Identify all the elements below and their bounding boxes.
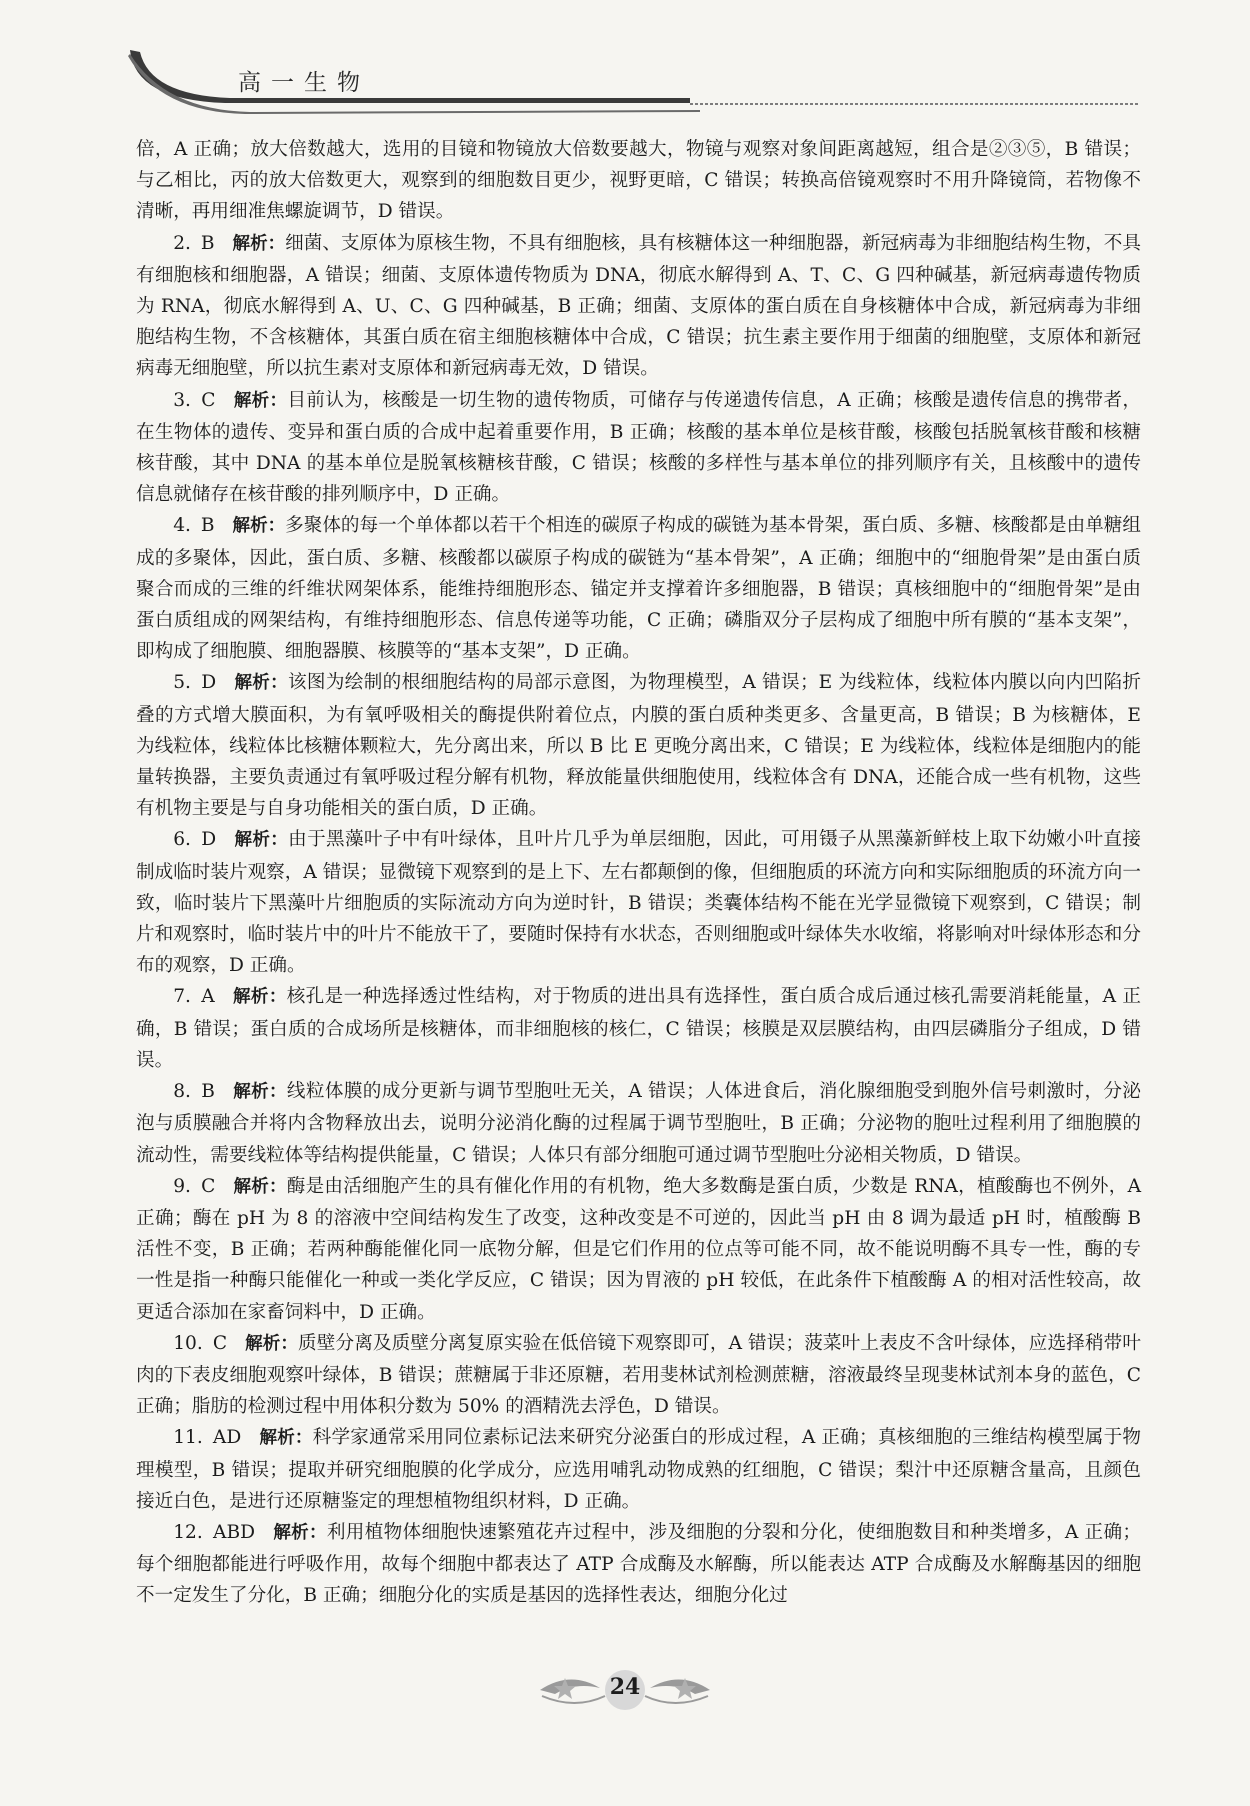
item-explanation: 科学家通常采用同位素标记法来研究分泌蛋白的形成过程，A 正确；真核细胞的三维结构模型属于物理模型，B 错误；提取并研究细胞膜的化学成分，应选用哺乳动物成熟的红细胞，C 错误；梨汁中还原糖含量高，且颜色接近白色，是进行还原糖鉴定的理想植物组织材料，D 正确。 [136,1427,1142,1512]
item-answer: ABD [213,1521,256,1543]
item-number: 2. [173,232,191,254]
analysis-label: 解析： [245,1333,299,1354]
item-number: 7. [173,986,191,1008]
item-answer: C [201,389,216,411]
item-number: 10. [173,1332,203,1354]
page-header [0,0,1250,120]
analysis-label: 解析： [232,1082,287,1103]
item-number: 4. [173,515,191,537]
item-answer: D [201,672,217,694]
item-explanation: 酶是由活细胞产生的具有催化作用的有机物，绝大多数酶是蛋白质，少数是 RNA，植酸酶也不例外，A 正确；酶在 pH 为 8 的溶液中空间结构发生了改变，这种改变是不可逆的，因此当 pH 由 8 调为最适 pH 时，植酸酶 B 活性不变，B 正确；若两种酶能催化同一底物分解，但是它们作用的位点等可能不同，故不能说明酶不具专一性，酶的专一性是指一种酶只能催化一种或一类化学反应，C 错误；因为胃液的 pH 较低，在此条件下植酸酶 A 的相对活性较高，故更适合添加在家畜饲料中，D 正确。 [136,1175,1141,1323]
item-answer: AD [212,1427,242,1449]
item-number: 5. [173,672,191,694]
item-explanation: 质壁分离及质壁分离复原实验在低倍镜下观察即可，A 错误；菠菜叶上表皮不含叶绿体，应选择稍带叶肉的下表皮细胞观察叶绿体，B 错误；蔗糖属于非还原糖，若用斐林试剂检测蔗糖，溶液最终呈现斐林试剂本身的蓝色，C 正确；脂肪的检测过程中用体积分数为 50% 的酒精洗去浮色，D 错误。 [136,1332,1141,1418]
item-answer: C [212,1332,228,1354]
item-explanation: 目前认为，核酸是一切生物的遗传物质，可储存与传递遗传信息，A 正确；核酸是遗传信息的携带者，在生物体的遗传、变异和蛋白质的合成中起着重要作用，B 正确；核酸的基本单位是核苷酸，核酸包括脱氧核苷酸和核糖核苷酸，其中 DNA 的基本单位是脱氧核糖核苷酸，C 错误；核酸的多样性与基本单位的排列顺序有关，且核酸中的遗传信息就储存在核苷酸的排列顺序中，D 正确。 [136,389,1141,506]
continuation-paragraph: 倍，A 正确；放大倍数越大，选用的目镜和物镜放大倍数要越大，物镜与观察对象间距离越短，组合是②③⑤，B 错误；与乙相比，丙的放大倍数更大，观察到的细胞数目更少，视野更暗，C 错误；转换高倍镜观察时不用升降镜筒，若物像不清晰，再用细准焦螺旋调节，D 错误。 [136,139,1141,223]
answer-item [136,1328,1141,1423]
answer-item [136,1422,1141,1517]
analysis-label: 解析： [234,830,289,851]
analysis-label: 解析： [233,1176,287,1197]
item-explanation: 利用植物体细胞快速繁殖花卉过程中，涉及细胞的分裂和分化，使细胞数目和种类增多，A 正确；每个细胞都能进行呼吸作用，故每个细胞中都表达了 ATP 合成酶及水解酶，所以能表达 ATP 合成酶及水解酶基因的细胞不一定发生了分化，B 正确；细胞分化的实质是基因的选择性表达，细胞分化过 [136,1521,1142,1607]
item-answer: D [201,829,217,851]
answer-item [136,510,1141,667]
answer-item [136,824,1141,981]
item-number: 3. [173,389,191,411]
answer-item [136,1517,1141,1612]
answer-content [136,134,1141,1612]
analysis-label: 解析： [234,673,288,694]
header-title: 高一生物 [238,70,370,96]
item-number: 11. [173,1427,203,1449]
item-explanation: 细菌、支原体为原核生物，不具有细胞核，具有核糖体这一种细胞器，新冠病毒为非细胞结构生物，不具有细胞核和细胞器，A 错误；细菌、支原体遗传物质为 DNA，彻底水解得到 A、T、C、G 四种碱基，新冠病毒遗传物质为 RNA，彻底水解得到 A、U、C、G 四种碱基，B 正确；细菌、支原体的蛋白质在自身核糖体中合成，新冠病毒为非细胞结构生物，不含核糖体，其蛋白质在宿主细胞核糖体中合成，C 错误；抗生素主要作用于细菌的细胞壁，支原体和新冠病毒无细胞壁，所以抗生素对支原体和新冠病毒无效，D 错误。 [136,232,1142,380]
analysis-label: 解析： [233,390,288,411]
page-number: 24 [609,1674,641,1700]
header-swoosh-decoration [0,0,1250,120]
answer-item [136,1171,1141,1328]
item-explanation: 多聚体的每一个单体都以若干个相连的碳原子构成的碳链为基本骨架，蛋白质、多糖、核酸都是由单糖组成的多聚体，因此，蛋白质、多糖、核酸都以碳原子构成的碳链为“基本骨架”，A 正确；细胞中的“细胞骨架”是由蛋白质聚合而成的三维的纤维状网架体系，能维持细胞形态、锚定并支撑着许多细胞器，B 错误；真核细胞中的“细胞骨架”是由蛋白质组成的网架结构，有维持细胞形态、信息传递等功能，C 正确；磷脂双分子层构成了细胞中所有膜的“基本支架”，即构成了细胞膜、细胞器膜、核膜等的“基本支架”，D 正确。 [136,515,1142,663]
analysis-label: 解析： [232,233,286,254]
analysis-label: 解析： [259,1428,313,1449]
answer-item [136,981,1141,1076]
item-answer: B [200,232,215,254]
analysis-label: 解析： [273,1522,327,1543]
item-explanation: 由于黑藻叶子中有叶绿体，且叶片几乎为单层细胞，因此，可用镊子从黑藻新鲜枝上取下幼嫩小叶直接制成临时装片观察，A 错误；显微镜下观察到的是上下、左右都颠倒的像，但细胞质的环流方向和实际细胞质的环流方向一致，临时装片下黑藻叶片细胞质的实际流动方向为逆时针，B 错误；类囊体结构不能在光学显微镜下观察到，C 错误；制片和观察时，临时装片中的叶片不能放干了，要随时保持有水状态，否则细胞或叶绿体失水收缩，将影响对叶绿体形态和分布的观察，D 正确。 [136,829,1141,977]
analysis-label: 解析： [232,516,286,537]
item-answer: B [201,1081,215,1103]
item-answer: C [201,1175,216,1197]
answer-item [136,228,1141,385]
answer-item [136,667,1141,824]
item-number: 8. [173,1081,191,1103]
answer-item [136,385,1141,511]
item-explanation: 该图为绘制的根细胞结构的局部示意图，为物理模型，A 错误；E 为线粒体，线粒体内膜以向内凹陷折叠的方式增大膜面积，为有氧呼吸相关的酶提供附着位点，内膜的蛋白质种类更多、含量更高，B 错误；B 为核糖体，E 为线粒体，线粒体比核糖体颗粒大，先分离出来，所以 B 比 E 更晚分离出来，C 错误；E 为线粒体，线粒体是细胞内的能量转换器，主要负责通过有氧呼吸过程分解有机物，释放能量供细胞使用，线粒体含有 DNA，还能合成一些有机物，这些有机物主要是与自身功能相关的蛋白质，D 正确。 [136,672,1142,820]
item-number: 9. [173,1175,191,1197]
page-footer [520,1660,730,1720]
analysis-label: 解析： [232,987,287,1008]
item-answer: B [200,515,215,537]
item-number: 12. [173,1521,203,1543]
answer-list [136,228,1141,1612]
item-explanation: 线粒体膜的成分更新与调节型胞吐无关，A 错误；人体进食后，消化腺细胞受到胞外信号刺激时，分泌泡与质膜融合并将内含物释放出去，说明分泌消化酶的过程属于调节型胞吐，B 正确；分泌物的胞吐过程利用了细胞膜的流动性，需要线粒体等结构提供能量，C 错误；人体只有部分细胞可通过调节型胞吐分泌相关物质，D 错误。 [136,1081,1141,1166]
item-number: 6. [173,829,191,851]
item-answer: A [201,986,215,1008]
answer-item [136,1076,1141,1171]
item-explanation: 核孔是一种选择透过性结构，对于物质的进出具有选择性，蛋白质合成后通过核孔需要消耗能量，A 正确，B 错误；蛋白质的合成场所是核糖体，而非细胞核的核仁，C 错误；核膜是双层膜结构，由四层磷脂分子组成，D 错误。 [136,986,1141,1071]
